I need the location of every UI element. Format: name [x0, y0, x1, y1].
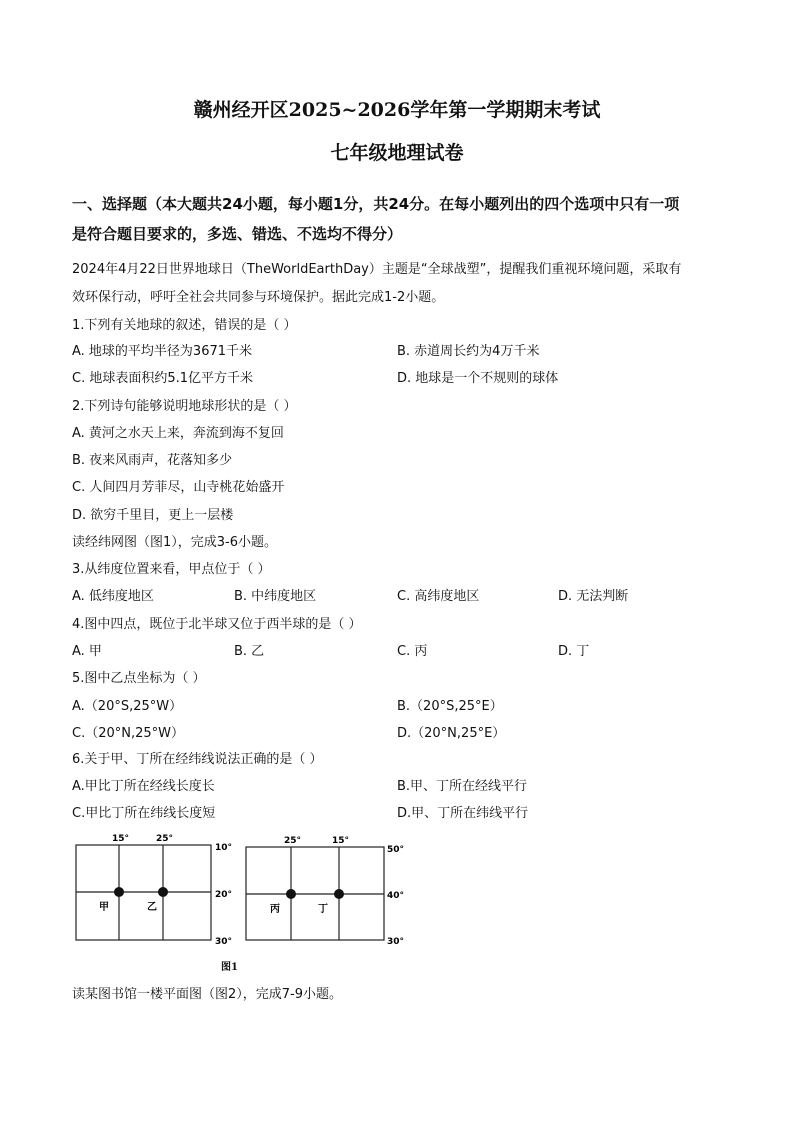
- left-top-label-15: 15°: [112, 834, 130, 844]
- q5-option-c: C.（20°N,25°W）: [72, 726, 185, 741]
- figure1-left-grid: [76, 845, 211, 940]
- q2-option-a: A. 黄河之水天上来，奔流到海不复回: [72, 426, 284, 441]
- intro-line1: 2024年4月22日世界地球日（TheWorldEarthDay）主题是“全球战塑”，提醒我们重视环境问题，采取有: [72, 262, 682, 277]
- point-bing-label: 丙: [270, 904, 280, 915]
- figure1-graticule: [70, 830, 430, 970]
- point-yi-marker: [158, 887, 168, 897]
- right-right-label-30: 30°: [387, 937, 405, 947]
- q1-option-c: C. 地球表面积约5.1亿平方千米: [72, 371, 254, 386]
- q3-option-a: A. 低纬度地区: [72, 589, 154, 604]
- q5-option-d: D.（20°N,25°E）: [397, 726, 506, 741]
- left-right-label-20: 20°: [215, 890, 233, 900]
- q6-stem: 6.关于甲、丁所在经纬线说法正确的是（ ）: [72, 752, 323, 767]
- point-jia-label: 甲: [99, 902, 109, 913]
- right-top-label-15: 15°: [332, 836, 350, 846]
- left-right-label-10: 10°: [215, 843, 233, 853]
- q3-option-b: B. 中纬度地区: [234, 589, 317, 604]
- right-right-label-50: 50°: [387, 845, 405, 855]
- q5-option-a: A.（20°S,25°W）: [72, 699, 183, 714]
- point-ding-label: 丁: [318, 904, 328, 915]
- q6-option-d: D.甲、丁所在纬线平行: [397, 806, 529, 821]
- q1-option-b: B. 赤道周长约为4万千米: [397, 344, 540, 359]
- point-jia-marker: [114, 887, 124, 897]
- intro-line2: 效环保行动，呼吁全社会共同参与环境保护。据此完成1-2小题。: [72, 290, 445, 305]
- q4-option-a: A. 甲: [72, 644, 102, 659]
- exam-subtitle: 七年级地理试卷: [330, 142, 464, 164]
- lead-7-9: 读某图书馆一楼平面图（图2），完成7-9小题。: [72, 987, 343, 1002]
- q6-option-b: B.甲、丁所在经线平行: [397, 779, 528, 794]
- q5-option-b: B.（20°S,25°E）: [397, 699, 503, 714]
- point-ding-marker: [334, 889, 344, 899]
- q3-option-c: C. 高纬度地区: [397, 589, 480, 604]
- exam-title: 赣州经开区2025~2026学年第一学期期末考试: [193, 99, 601, 121]
- left-right-label-30: 30°: [215, 937, 233, 947]
- section-header-line2: 是符合题目要求的，多选、错选、不选均不得分）: [72, 225, 403, 243]
- q3-stem: 3.从纬度位置来看，甲点位于（ ）: [72, 562, 271, 577]
- point-bing-marker: [286, 889, 296, 899]
- q6-option-a: A.甲比丁所在经线长度长: [72, 779, 215, 794]
- q4-option-c: C. 丙: [397, 644, 428, 659]
- point-yi-label: 乙: [147, 902, 157, 913]
- q4-option-d: D. 丁: [558, 644, 590, 659]
- q1-option-a: A. 地球的平均半径为3671千米: [72, 344, 253, 359]
- q2-option-c: C. 人间四月芳菲尽，山寺桃花始盛开: [72, 480, 285, 495]
- right-right-label-40: 40°: [387, 891, 405, 901]
- left-top-label-25: 25°: [156, 834, 174, 844]
- right-top-label-25: 25°: [284, 836, 302, 846]
- q6-option-c: C.甲比丁所在纬线长度短: [72, 806, 216, 821]
- q4-stem: 4.图中四点，既位于北半球又位于西半球的是（ ）: [72, 617, 362, 632]
- q2-option-d: D. 欲穷千里目，更上一层楼: [72, 508, 234, 523]
- q3-option-d: D. 无法判断: [558, 589, 629, 604]
- section-header-line1: 一、选择题（本大题共24小题，每小题1分，共24分。在每小题列出的四个选项中只有一项: [72, 195, 680, 213]
- q4-option-b: B. 乙: [234, 644, 265, 659]
- q5-stem: 5.图中乙点坐标为（ ）: [72, 671, 206, 686]
- q2-stem: 2.下列诗句能够说明地球形状的是（ ）: [72, 399, 297, 414]
- lead-3-6: 读经纬网图（图1），完成3-6小题。: [72, 535, 278, 550]
- q2-option-b: B. 夜来风雨声，花落知多少: [72, 453, 233, 468]
- q1-stem: 1.下列有关地球的叙述，错误的是（ ）: [72, 318, 297, 333]
- q1-option-d: D. 地球是一个不规则的球体: [397, 371, 559, 386]
- figure1-caption: 图1: [221, 962, 238, 973]
- figure1-right-grid: [246, 847, 384, 940]
